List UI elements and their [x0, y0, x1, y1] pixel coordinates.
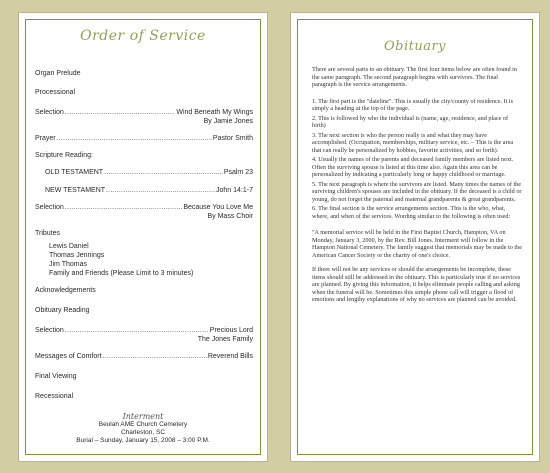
- prayer: [35, 134, 253, 143]
- obituary-heading: Obituary: [383, 39, 447, 54]
- selection-2-title: Because You Love Me: [183, 204, 253, 211]
- selection-3-label: Selection: [35, 327, 64, 334]
- obituary-intro: There are several parts to an obituary. The first four items below are often found in the same paragraph. The second paragraph begins with survivors. The final paragraph is the service arrangements.: [312, 66, 517, 88]
- selection-3: [35, 326, 253, 344]
- selection-1-label: Selection: [35, 109, 64, 116]
- program-list: [35, 69, 253, 401]
- new-testament: [35, 186, 253, 195]
- final-viewing: Final Viewing: [35, 373, 77, 380]
- obituary-item: 3. The next section is who the person really is and what they may have accomplished. (Occupation, memberships, military service, etc. – This is the area that can really be personalized by hobbies, favorite activities, and so forth).: [312, 131, 514, 154]
- leader-dots: [57, 134, 212, 143]
- leader-dots: [106, 186, 215, 195]
- selection-2: [35, 203, 253, 221]
- obituary-panel: [290, 12, 540, 462]
- prayer-label: Prayer: [35, 135, 56, 142]
- new-testament-passage: John 14:1-7: [216, 187, 253, 194]
- tribute-name: Jim Thomas: [49, 261, 87, 268]
- obituary-item: 2. This is followed by who the individual is (name, age, residence, and place of birth): [312, 114, 509, 129]
- leader-dots: [65, 108, 176, 117]
- order-of-service-panel: [18, 12, 268, 462]
- selection-3-performer: The Jones Family: [197, 336, 253, 343]
- selection-2-performer: By Mass Choir: [207, 213, 253, 220]
- cemetery-name: Beulah AME Church Cemetery: [98, 421, 188, 428]
- selection-1: [35, 108, 253, 126]
- acknowledgements: Acknowledgements: [35, 287, 96, 294]
- leader-dots: [104, 168, 223, 177]
- messages-speaker: Reverend Bills: [207, 353, 253, 360]
- selection-2-label: Selection: [35, 204, 64, 211]
- scripture-label: Scripture Reading:: [35, 152, 93, 159]
- old-testament-passage: Psalm 23: [223, 169, 253, 176]
- obituary-text: [312, 66, 523, 311]
- obituary-closing: If there will not be any services or should the arrangements be incomplete, these items should still be addressed in the obituary. This is particularly true if no services are planned. By giving this information, it helps eliminate people calling and asking when the funeral will be. Sometimes this simple phone call will trigger a flood of emotions and lengthy explanations of why no services are planned can be avoided.: [312, 266, 521, 303]
- selection-3-title: Precious Lord: [209, 327, 253, 334]
- tribute-name: Thomas Jennings: [49, 252, 105, 259]
- old-testament: [35, 168, 253, 177]
- new-testament-label: NEW TESTAMENT: [45, 187, 106, 194]
- recessional: Recessional: [35, 393, 74, 400]
- obituary-sample: "A memorial service will be held in the First Baptist Church, Hampton, VA on Monday, January 3, 2000, by the Rev. Bill Jones. Interment will follow in the Hampton National Cemetery. The family suggest that memorials may be made to the American Cancer Society or the charity of one's choice.: [312, 229, 522, 259]
- obituary-item: 1. The first part is the "dateline". This is usually the city/county of residence. It is simply a heading at the top of the page.: [312, 97, 514, 112]
- leader-dots: [103, 352, 207, 361]
- processional: Processional: [35, 89, 76, 96]
- obituary-item: 5. The next paragraph is where the survivors are listed. Many times the names of the surviving children's spouses are included in the obituary. If the deceased is a child or young, do not forget the paternal and maternal grandparents & great grandparents.: [312, 180, 522, 203]
- messages-of-comfort: [35, 352, 253, 361]
- tribute-name: Family and Friends (Please Limit to 3 minutes): [49, 270, 194, 277]
- interment-title: Interment: [122, 412, 164, 421]
- selection-1-performer: By Jamie Jones: [203, 118, 253, 125]
- obituary-item: 4. Usually the names of the parents and deceased family members are listed next. Often the surviving spouse is listed at this time also. Again this area can be personalized by indicating a particularly long or happy childhood or marriage.: [312, 156, 514, 178]
- obituary-reading: Obituary Reading: [35, 307, 90, 314]
- prayer-leader: Pastor Smith: [212, 135, 253, 142]
- burial-time: Burial – Sunday, January 15, 2008 – 3:00 P.M.: [76, 437, 210, 444]
- scripture-reading: [35, 151, 253, 195]
- messages-label: Messages of Comfort: [35, 353, 102, 360]
- organ-prelude: Organ Prelude: [35, 70, 81, 77]
- leader-dots: [65, 326, 209, 335]
- tribute-name: Lewis Daniel: [49, 243, 89, 250]
- tributes: [35, 229, 253, 278]
- obituary-item: 6. The final section is the service arrangements section. This is the who, what, where, and when of the services. Wording similar to the following is often used:: [312, 205, 511, 220]
- selection-1-title: Wind Beneath My Wings: [176, 109, 253, 116]
- leader-dots: [65, 203, 183, 212]
- interment-block: [19, 413, 267, 445]
- order-of-service-heading: Order of Service: [80, 28, 206, 44]
- tributes-label: Tributes: [35, 230, 61, 237]
- old-testament-label: OLD TESTAMENT: [45, 169, 104, 176]
- cemetery-location: Charleston, SC: [120, 429, 166, 436]
